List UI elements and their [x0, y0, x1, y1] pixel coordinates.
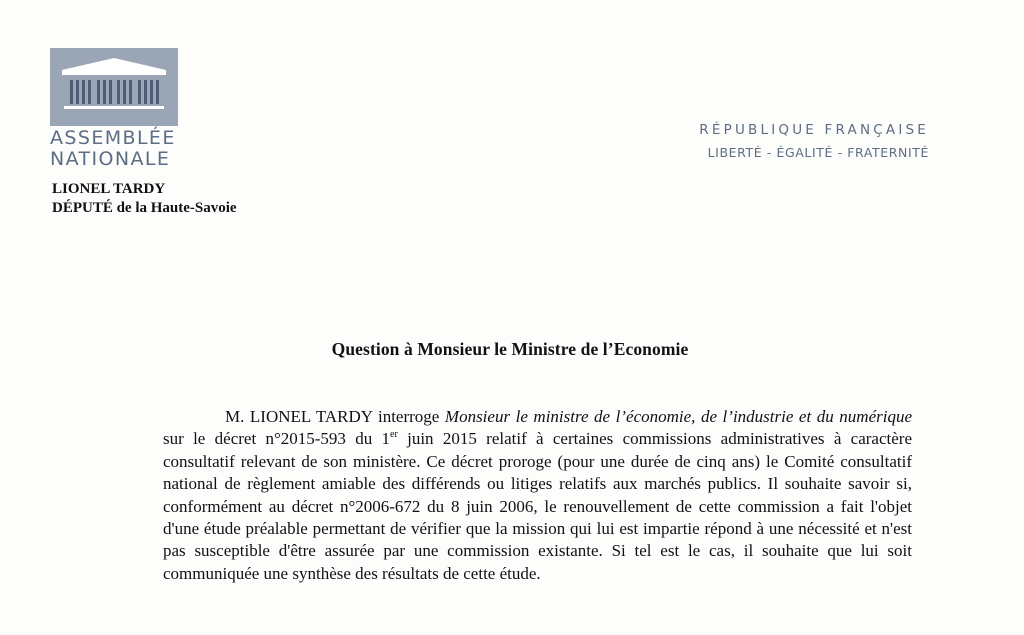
body-rest: juin 2015 relatif à certaines commissions administratives à caractère consultatif relevant de son ministère. Ce décret proroge (pour une durée de cinq ans) le Comité consultatif national de règlement amiable des différends ou litiges relatifs aux marchés publics. Il souhaite savoir si, conformément au décret n°2006-672 du 8 juin 2006, le renouvellement de cette commission a fait l'objet d'une étude préalable permettant de vérifier que la mission qui lui est impartie répond à une nécessité et n'est pas susceptible d'être assurée par une commission existante. Si tel est le cas, il souhaite que lui soit communiquée une synthèse des résultats de cette étude.	[163, 429, 912, 583]
question-body	[163, 406, 912, 585]
body-intro: M. LIONEL TARDY interroge	[225, 407, 445, 426]
question-title	[0, 339, 1024, 360]
question-paragraph	[163, 406, 912, 585]
author-name: LIONEL TARDY	[52, 181, 166, 197]
assemblee-nationale-logo	[50, 48, 180, 170]
assembly-name-line2: NATIONALE	[50, 148, 171, 170]
body-minister: Monsieur le ministre de l’économie, de l’industrie et du numérique	[444, 407, 912, 426]
question-title-text: Question à Monsieur le Ministre de l’Economie	[331, 339, 689, 359]
assembly-name-line1: ASSEMBLÉE	[50, 127, 176, 149]
assemblee-nationale-building-icon	[50, 48, 178, 126]
republic-header	[699, 120, 929, 162]
author-block	[52, 180, 237, 218]
body-decree-sup: er	[390, 429, 398, 441]
author-role: DÉPUTÉ de la Haute-Savoie	[52, 200, 237, 216]
republic-motto: LIBERTÉ - ÉGALITÉ - FRATERNITÉ	[707, 145, 929, 160]
republic-name: RÉPUBLIQUE FRANÇAISE	[699, 122, 929, 138]
body-decree: sur le décret n°2015-593 du 1	[163, 429, 391, 449]
